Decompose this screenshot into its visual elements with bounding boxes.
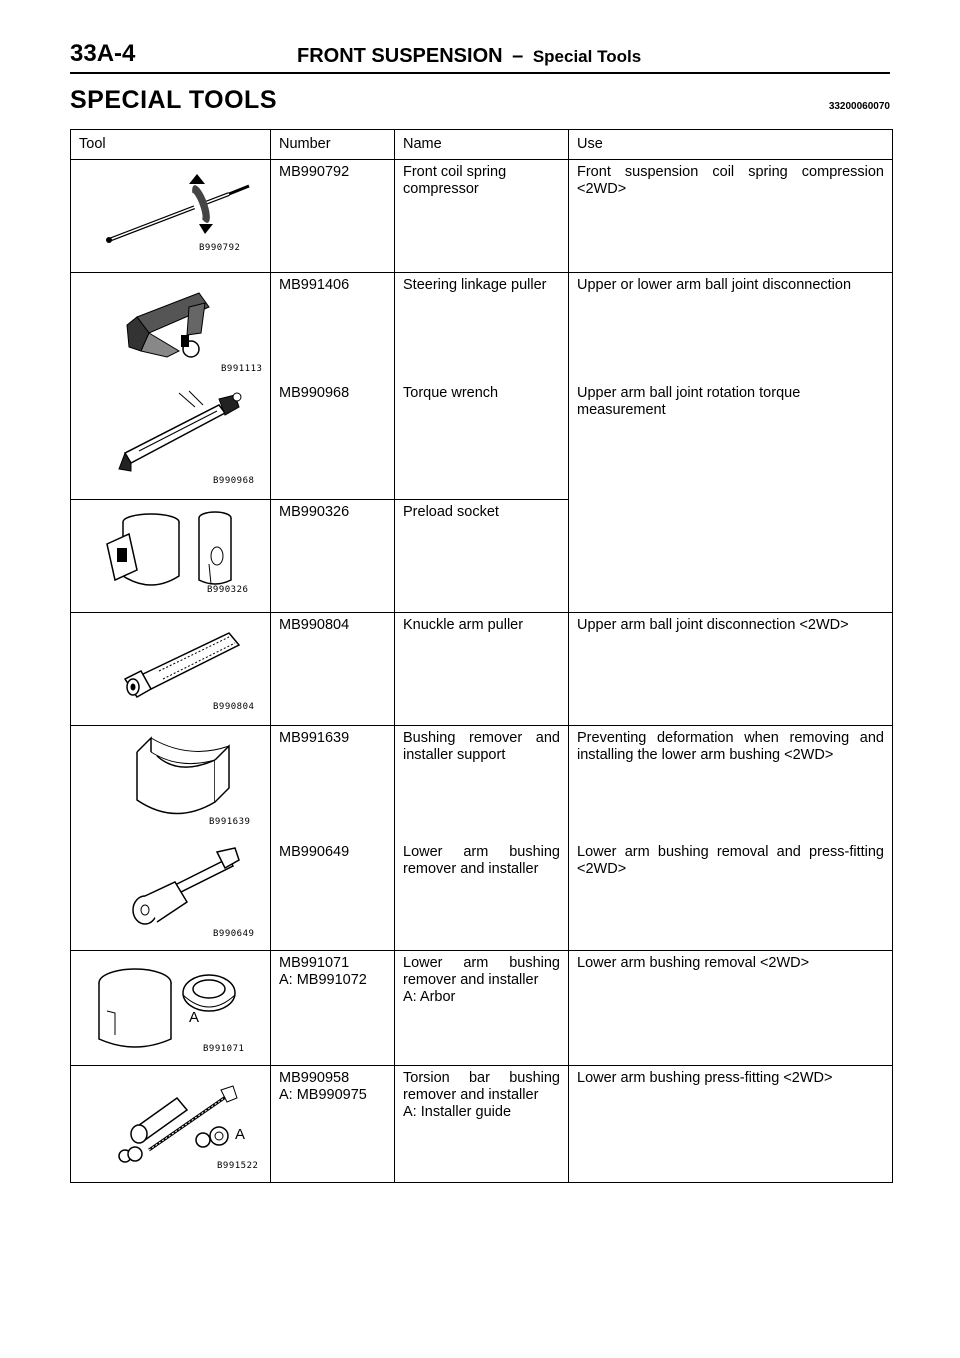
tool-number-cell: MB991406 [271, 273, 395, 382]
tool-figure-cell [71, 726, 271, 841]
special-tools-table [70, 129, 893, 1183]
tool-number-cell: MB991639 [271, 726, 395, 841]
tool-name-cell [395, 1066, 569, 1183]
tool-name-cell: Bushing remover and installer support [395, 726, 569, 841]
figure-label-a: A [189, 1009, 200, 1026]
tool-number-cell: MB990326 [271, 500, 395, 613]
tool-name-cell: Lower arm bushing remover and installer [395, 840, 569, 951]
header-dash: – [512, 45, 524, 67]
tool-name-cell: Front coil spring compressor [395, 160, 569, 273]
tool-number: MB991071 [279, 955, 350, 971]
tool-name-sub: A: Arbor [403, 989, 456, 1005]
table-row [71, 840, 893, 951]
tool-name-cell: Steering linkage puller [395, 273, 569, 382]
figure-code: B990792 [199, 243, 241, 253]
figure-code: B990804 [213, 702, 255, 712]
section-code: 33200060070 [828, 101, 890, 112]
page-header [297, 45, 641, 68]
figure-code: B991071 [203, 1044, 245, 1054]
tool-name-cell: Torque wrench [395, 381, 569, 500]
tool-number-sub: A: MB990975 [279, 1087, 367, 1103]
tool-use-cell: Upper or lower arm ball joint disconnection [569, 273, 893, 382]
section-title: SPECIAL TOOLS [70, 86, 278, 114]
figure-code: B991113 [221, 364, 263, 374]
tool-number-cell [271, 951, 395, 1066]
tool-number: MB990958 [279, 1070, 350, 1086]
tool-figure-cell [71, 273, 271, 382]
tool-name-cell: Knuckle arm puller [395, 613, 569, 726]
tool-use-cell: Lower arm bushing removal <2WD> [569, 951, 893, 1066]
table-row [71, 381, 893, 500]
table-row [71, 726, 893, 841]
tool-use-cell: Lower arm bushing removal and press-fitting <2WD> [569, 840, 893, 951]
col-header-name: Name [395, 130, 569, 160]
tool-use-cell: Front suspension coil spring compression <2WD> [569, 160, 893, 273]
tool-figure-cell [71, 381, 271, 500]
tool-number-cell: MB990804 [271, 613, 395, 726]
tool-name-cell [395, 951, 569, 1066]
header-section: FRONT SUSPENSION [297, 45, 503, 67]
tool-figure-cell [71, 1066, 271, 1183]
table-row [71, 1066, 893, 1183]
tool-name-sub: A: Installer guide [403, 1104, 512, 1120]
tool-number-cell [271, 1066, 395, 1183]
tool-figure-cell [71, 500, 271, 613]
table-row [71, 951, 893, 1066]
tool-use-cell: Upper arm ball joint disconnection <2WD> [569, 613, 893, 726]
table-row [71, 273, 893, 382]
tool-name: Torsion bar bushing remover and installer [403, 1070, 560, 1103]
col-header-tool: Tool [71, 130, 271, 160]
tool-use-cell: Lower arm bushing press-fitting <2WD> [569, 1066, 893, 1183]
figure-code: B991522 [217, 1161, 259, 1171]
tool-use-cell: Preventing deformation when removing and installing the lower arm bushing <2WD> [569, 726, 893, 841]
table-header-row [71, 130, 893, 160]
col-header-use: Use [569, 130, 893, 160]
figure-code: B990968 [213, 476, 255, 486]
tool-figure-cell [71, 840, 271, 951]
table-row [71, 160, 893, 273]
tool-figure-cell [71, 160, 271, 273]
header-subsection: Special Tools [532, 47, 642, 66]
coil-spring-compressor-illustration [79, 164, 277, 272]
col-header-number: Number [271, 130, 395, 160]
tool-figure-cell [71, 613, 271, 726]
tool-number-cell: MB990968 [271, 381, 395, 500]
bushing-remover-arbor-illustration [79, 955, 277, 1065]
figure-code: B990649 [213, 929, 255, 939]
tool-figure-cell [71, 951, 271, 1066]
tool-name: Lower arm bushing remover and installer [403, 955, 560, 988]
tool-number-sub: A: MB991072 [279, 972, 367, 988]
header-rule [70, 72, 890, 74]
tool-use-cell: Upper arm ball joint rotation torque measurement [569, 381, 893, 613]
figure-label-a: A [235, 1126, 246, 1143]
figure-code: B990326 [207, 585, 249, 595]
table-row [71, 613, 893, 726]
figure-code: B991639 [209, 817, 251, 827]
page-number: 33A-4 [70, 40, 136, 67]
tool-name-cell: Preload socket [395, 500, 569, 613]
tool-number-cell: MB990649 [271, 840, 395, 951]
tool-number-cell: MB990792 [271, 160, 395, 273]
